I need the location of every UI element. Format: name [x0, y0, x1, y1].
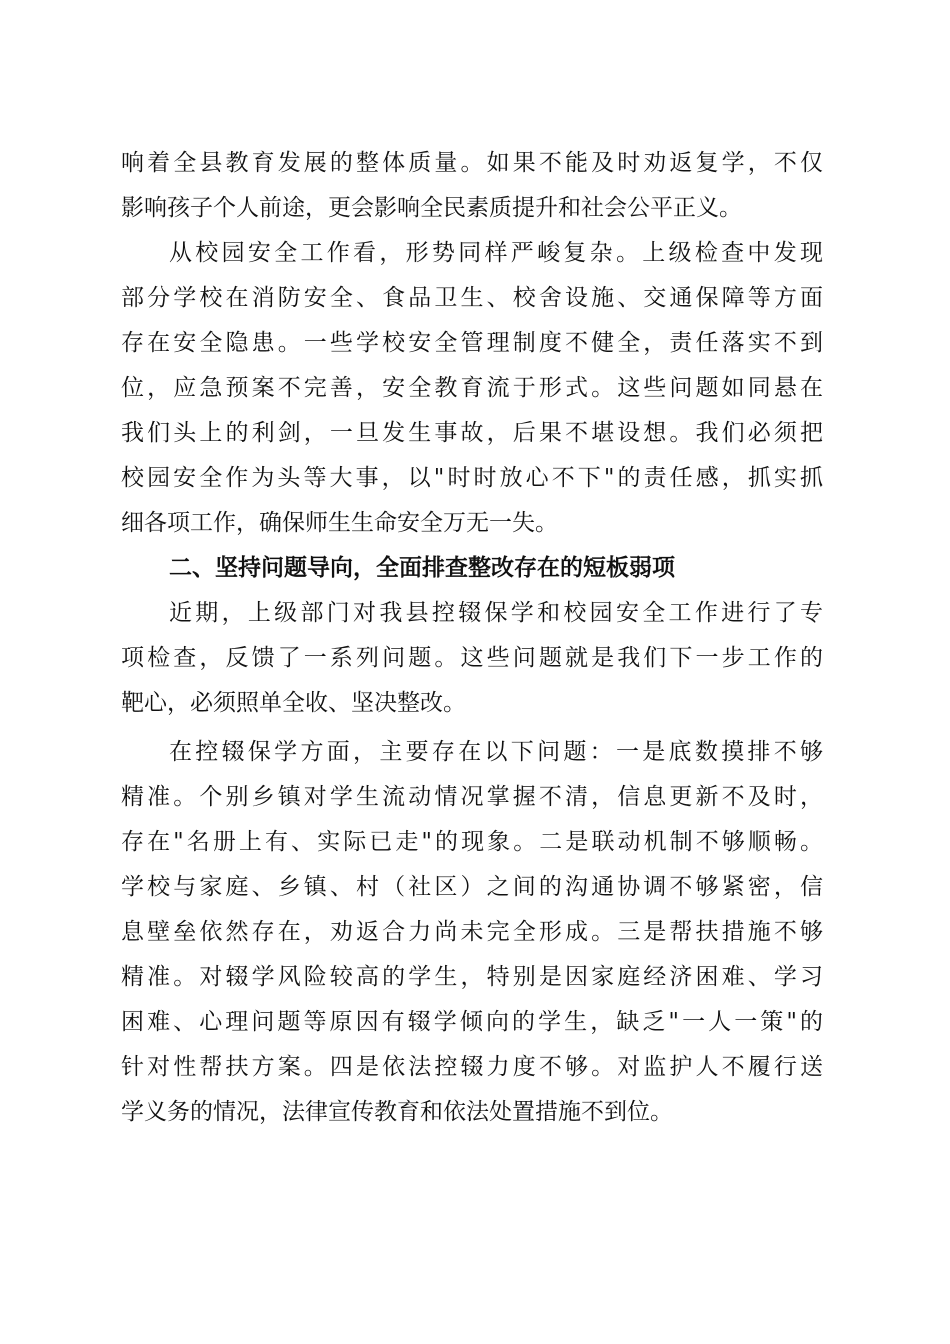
paragraph-dropout-issues	[121, 730, 823, 1135]
text-line: 从校园安全工作看，形势同样严峻复杂。上级检查中发现	[169, 240, 823, 266]
text-line: 影响孩子个人前途，更会影响全民素质提升和社会公平正义。	[121, 195, 742, 221]
text-line: 困难、心理问题等原因有辍学倾向的学生，缺乏"一人一策"的	[121, 1009, 823, 1035]
text-line: 靶心，必须照单全收、坚决整改。	[121, 690, 466, 716]
text-line: 位，应急预案不完善，安全教育流于形式。这些问题如同悬在	[121, 375, 823, 401]
text-line: 针对性帮扶方案。四是依法控辍力度不够。对监护人不履行送	[121, 1054, 823, 1080]
text-line: 近期，上级部门对我县控辍保学和校园安全工作进行了专	[169, 600, 823, 626]
text-line: 响着全县教育发展的整体质量。如果不能及时劝返复学，不仅	[121, 150, 823, 176]
text-line: 精准。个别乡镇对学生流动情况掌握不清，信息更新不及时，	[121, 784, 823, 810]
paragraph-inspection	[121, 591, 823, 726]
text-line: 息壁垒依然存在，劝返合力尚未完全形成。三是帮扶措施不够	[121, 919, 823, 945]
paragraph-campus-safety	[121, 231, 823, 546]
paragraph-continued	[121, 141, 823, 231]
text-line: 项检查，反馈了一系列问题。这些问题就是我们下一步工作的	[121, 645, 823, 671]
text-line: 学校与家庭、乡镇、村（社区）之间的沟通协调不够紧密，信	[121, 874, 823, 900]
text-line: 学义务的情况，法律宣传教育和依法处置措施不到位。	[121, 1099, 673, 1125]
text-line: 细各项工作，确保师生生命安全万无一失。	[121, 510, 558, 536]
document-body	[121, 141, 823, 1135]
text-line: 存在安全隐患。一些学校安全管理制度不健全，责任落实不到	[121, 330, 823, 356]
text-line: 存在"名册上有、实际已走"的现象。二是联动机制不够顺畅。	[121, 829, 823, 855]
text-line: 在控辍保学方面，主要存在以下问题：一是底数摸排不够	[169, 739, 823, 765]
text-line: 校园安全作为头等大事，以"时时放心不下"的责任感，抓实抓	[121, 465, 823, 491]
section-heading: 二、坚持问题导向，全面排查整改存在的短板弱项	[169, 555, 675, 581]
text-line: 我们头上的利剑，一旦发生事故，后果不堪设想。我们必须把	[121, 420, 823, 446]
text-line: 精准。对辍学风险较高的学生，特别是因家庭经济困难、学习	[121, 964, 823, 990]
text-line: 部分学校在消防安全、食品卫生、校舍设施、交通保障等方面	[121, 285, 823, 311]
